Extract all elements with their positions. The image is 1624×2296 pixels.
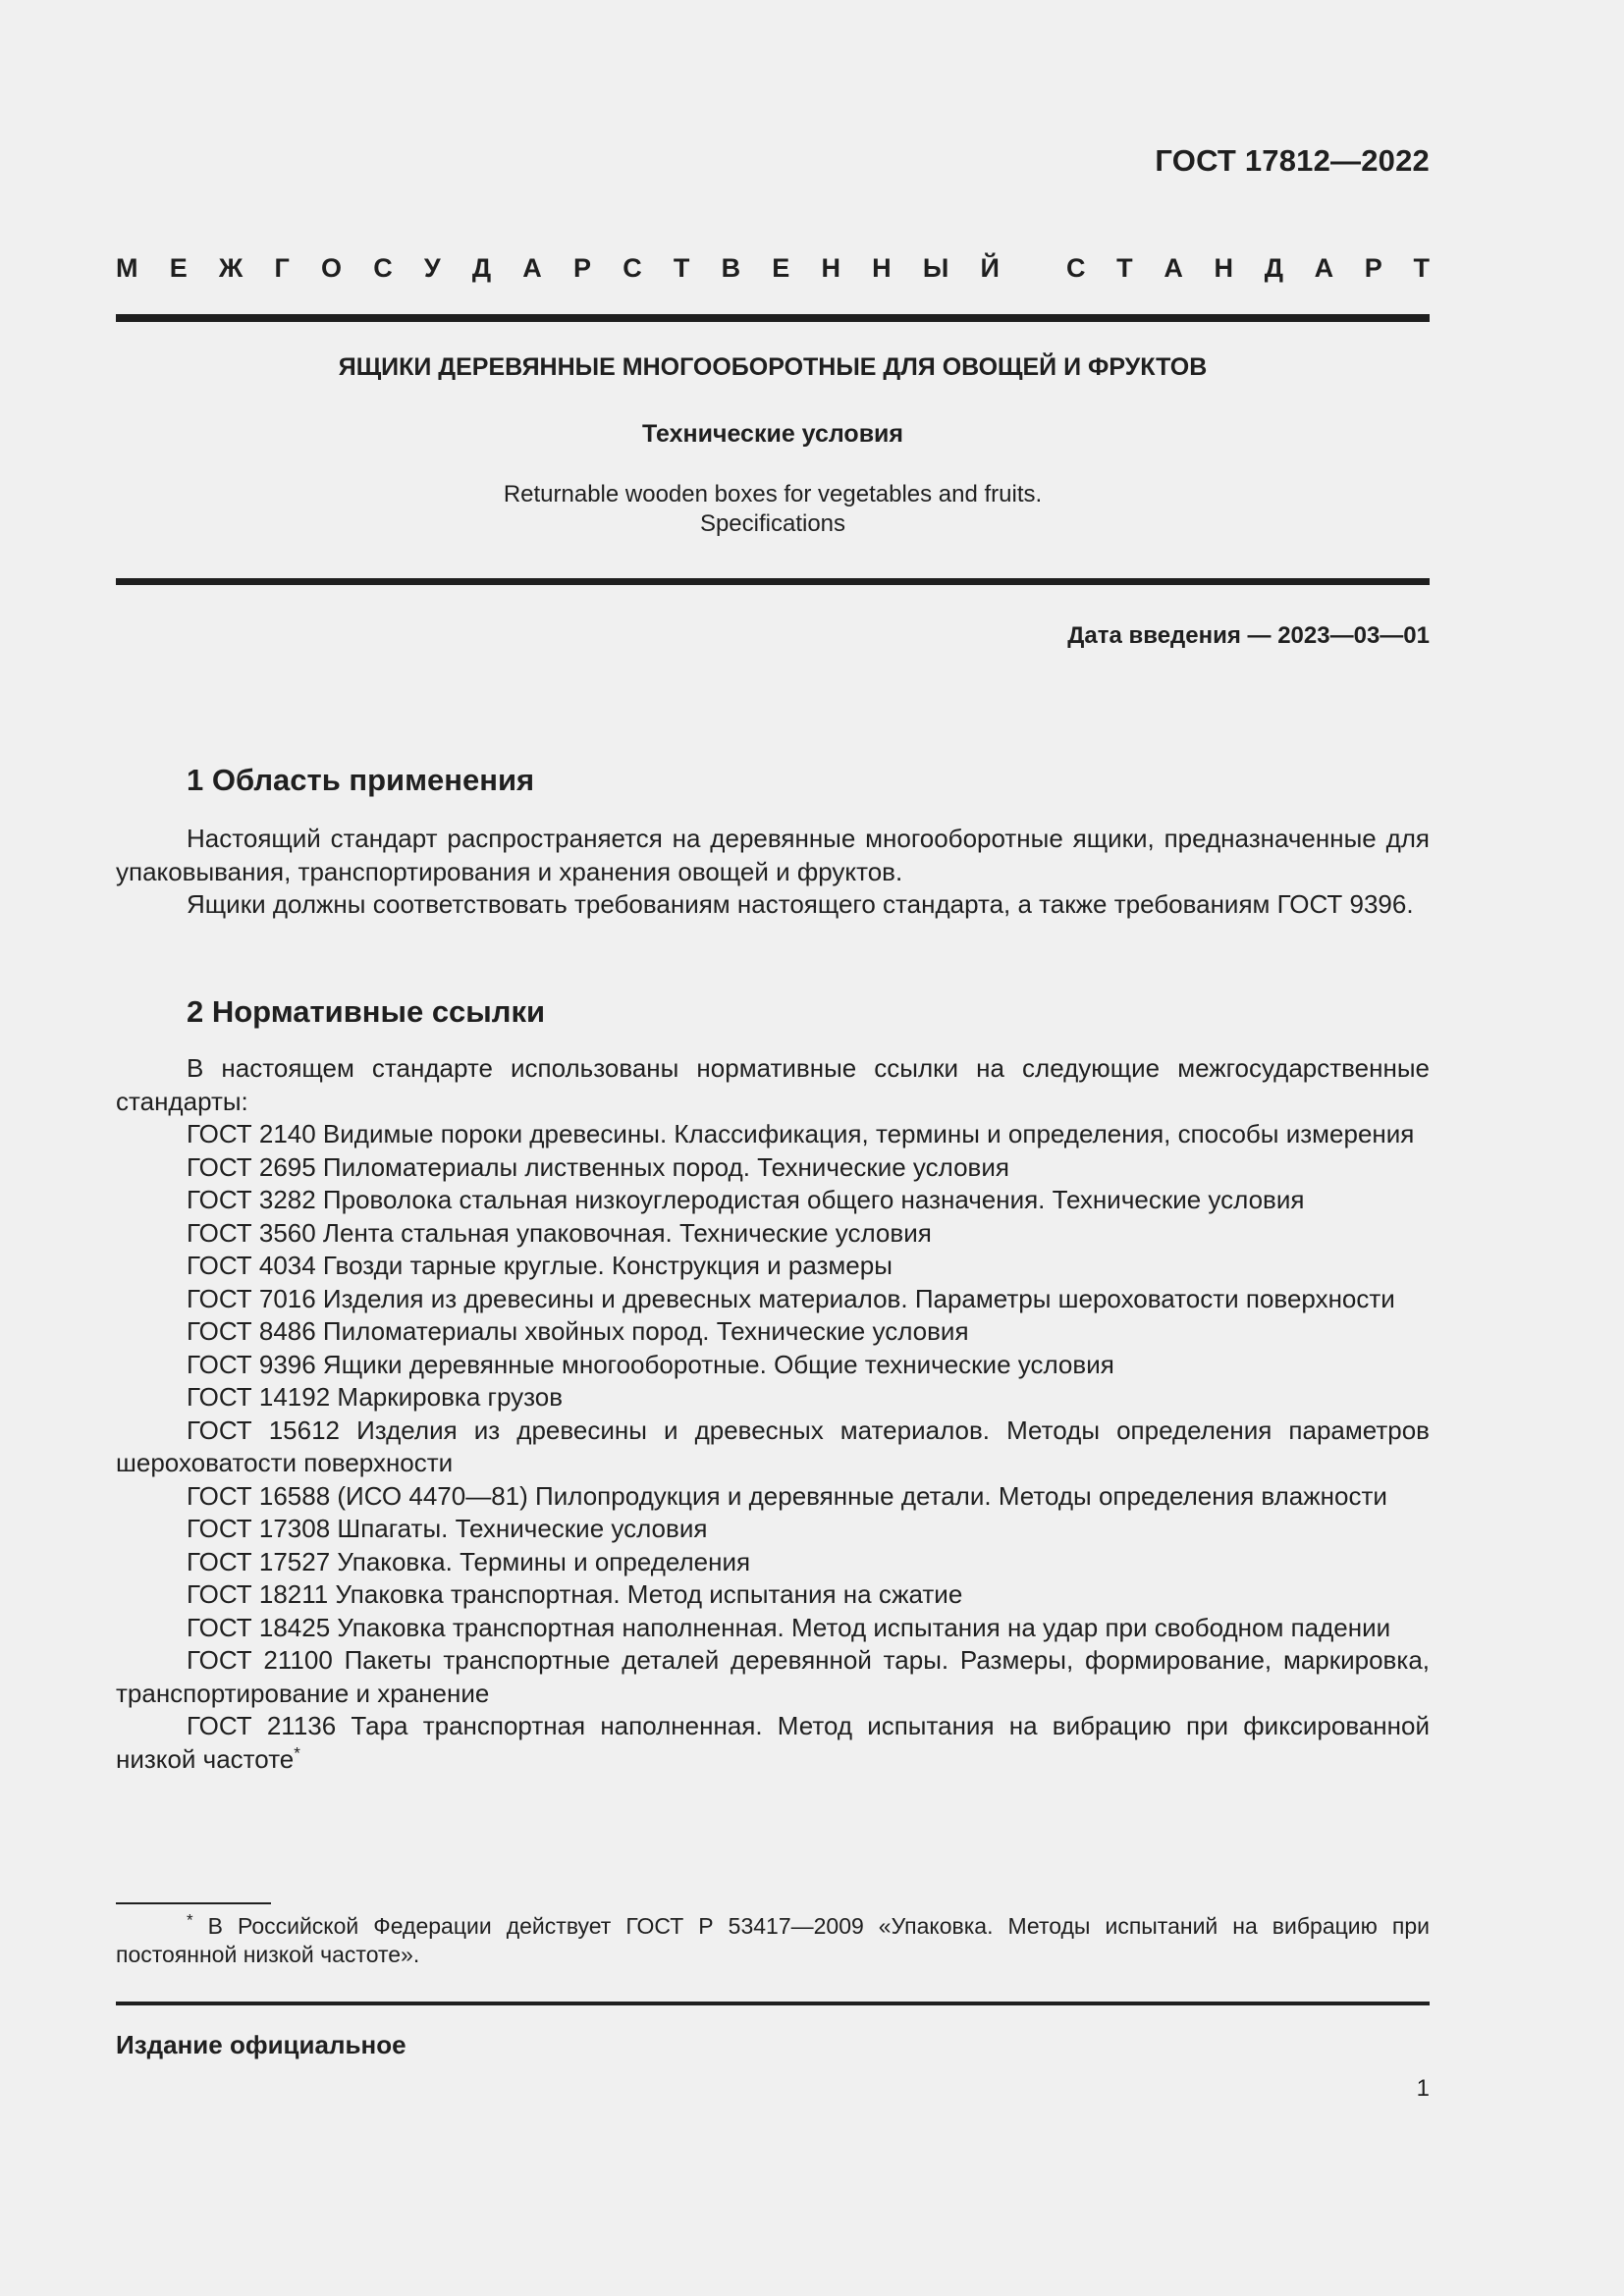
heading-letter: Д (1264, 253, 1283, 283)
reference-item: ГОСТ 16588 (ИСО 4470—81) Пилопродукция и деревянные детали. Методы определения влажности (187, 1480, 1387, 1511)
footnote-text: В Российской Федерации действует ГОСТ Р 53417—2009 «Упаковка. Методы испытаний на вибрацию при постоянной низкой частоте». (116, 1913, 1430, 1967)
heading-letter: А (1164, 253, 1183, 283)
footer-divider (116, 2002, 1430, 2005)
reference-item: ГОСТ 7016 Изделия из древесины и древесных материалов. Параметры шероховатости поверхности (187, 1283, 1395, 1313)
heading-letter: Г (274, 253, 290, 283)
references-list (116, 1052, 1430, 1776)
heading-letter: О (320, 253, 342, 283)
reference-item: ГОСТ 17527 Упаковка. Термины и определения (187, 1546, 751, 1576)
heading-letter: Т (1413, 253, 1430, 283)
document-subtitle: Технические условия (641, 420, 904, 448)
heading-letter: Т (673, 253, 690, 283)
paragraph: В настоящем стандарте использованы нормативные ссылки на следующие межгосударственные стандарты: (116, 1053, 1430, 1116)
edition-label: Издание официальное (116, 2030, 406, 2059)
heading-letter: А (1314, 253, 1334, 283)
reference-item: ГОСТ 3282 Проволока стальная низкоуглеродистая общего назначения. Технические условия (187, 1185, 1305, 1214)
standard-number: ГОСТ 17812—2022 (1155, 143, 1430, 178)
top-divider (116, 314, 1430, 322)
interstate-word (116, 253, 1000, 284)
heading-letter: Е (772, 253, 790, 283)
reference-item: ГОСТ 8486 Пиломатериалы хвойных пород. Технические условия (187, 1316, 969, 1346)
section-body (116, 823, 1430, 922)
reference-item: ГОСТ 15612 Изделия из древесины и древесных материалов. Методы определения параметров шероховатости поверхности (116, 1415, 1430, 1477)
reference-item: ГОСТ 2695 Пиломатериалы лиственных пород. Технические условия (187, 1151, 1009, 1182)
heading-letter: А (522, 253, 542, 283)
footnote-divider (116, 1902, 271, 1904)
heading-letter: У (423, 253, 441, 283)
reference-item: ГОСТ 21100 Пакеты транспортные деталей деревянной тары. Размеры, формирование, маркировка, транспортирование и хранение (116, 1645, 1430, 1708)
title-divider (116, 578, 1430, 585)
section-heading: 2 Нормативные ссылки (187, 994, 546, 1029)
reference-item: ГОСТ 9396 Ящики деревянные многооборотные. Общие технические условия (187, 1349, 1114, 1379)
english-title (116, 480, 1430, 539)
footnote (116, 1912, 1430, 1969)
paragraph: Ящики должны соответствовать требованиям настоящего стандарта, а также требованиям ГОСТ 9396. (187, 889, 1414, 919)
heading-letter: Й (980, 253, 1000, 283)
reference-item: ГОСТ 18211 Упаковка транспортная. Метод испытания на сжатие (187, 1579, 963, 1609)
standard-word (1066, 253, 1430, 284)
heading-letter: Ж (218, 253, 244, 283)
heading-letter: С (1066, 253, 1086, 283)
footnote-reference-marker: * (294, 1742, 300, 1762)
heading-letter: Н (1214, 253, 1234, 283)
reference-text: ГОСТ 21136 Тара транспортная наполненная. Метод испытания на вибрацию при фиксированной низкой частоте (116, 1711, 1430, 1774)
heading-letter: Ы (922, 253, 949, 283)
heading-letter: Р (572, 253, 591, 283)
reference-item: ГОСТ 18425 Упаковка транспортная наполненная. Метод испытания на удар при свободном падении (187, 1612, 1391, 1642)
heading-letter: С (623, 253, 642, 283)
english-title-line: Returnable wooden boxes for vegetables and fruits. (503, 481, 1043, 507)
reference-item: ГОСТ 4034 Гвозди тарные круглые. Конструкция и размеры (187, 1251, 893, 1280)
heading-letter: С (373, 253, 393, 283)
reference-item (116, 1710, 1430, 1776)
heading-letter: М (116, 253, 138, 283)
reference-item: ГОСТ 3560 Лента стальная упаковочная. Технические условия (187, 1217, 932, 1248)
footnote-marker: * (187, 1910, 193, 1930)
reference-item: ГОСТ 14192 Маркировка грузов (187, 1382, 564, 1412)
heading-letter: Д (471, 253, 492, 283)
heading-letter: Е (169, 253, 188, 283)
interstate-standard-heading (116, 253, 1430, 283)
heading-letter: В (721, 253, 741, 283)
heading-letter: Т (1116, 253, 1133, 283)
section-heading: 1 Область применения (187, 763, 535, 797)
heading-letter: Н (821, 253, 840, 283)
introduction-date: Дата введения — 2023—03—01 (1067, 622, 1430, 649)
page-number: 1 (1416, 2075, 1430, 2102)
reference-item: ГОСТ 2140 Видимые пороки древесины. Классификация, термины и определения, способы измерения (187, 1119, 1415, 1148)
paragraph: Настоящий стандарт распространяется на деревянные многооборотные ящики, предназначенные для упаковывания, транспортирования и хранения овощей и фруктов. (116, 824, 1430, 886)
reference-item: ГОСТ 17308 Шпагаты. Технические условия (187, 1514, 708, 1543)
english-title-line: Specifications (699, 510, 846, 537)
heading-letter: Н (872, 253, 892, 283)
document-title: ЯЩИКИ ДЕРЕВЯННЫЕ МНОГООБОРОТНЫЕ ДЛЯ ОВОЩЕЙ И ФРУКТОВ (338, 353, 1208, 381)
heading-letter: Р (1364, 253, 1382, 283)
